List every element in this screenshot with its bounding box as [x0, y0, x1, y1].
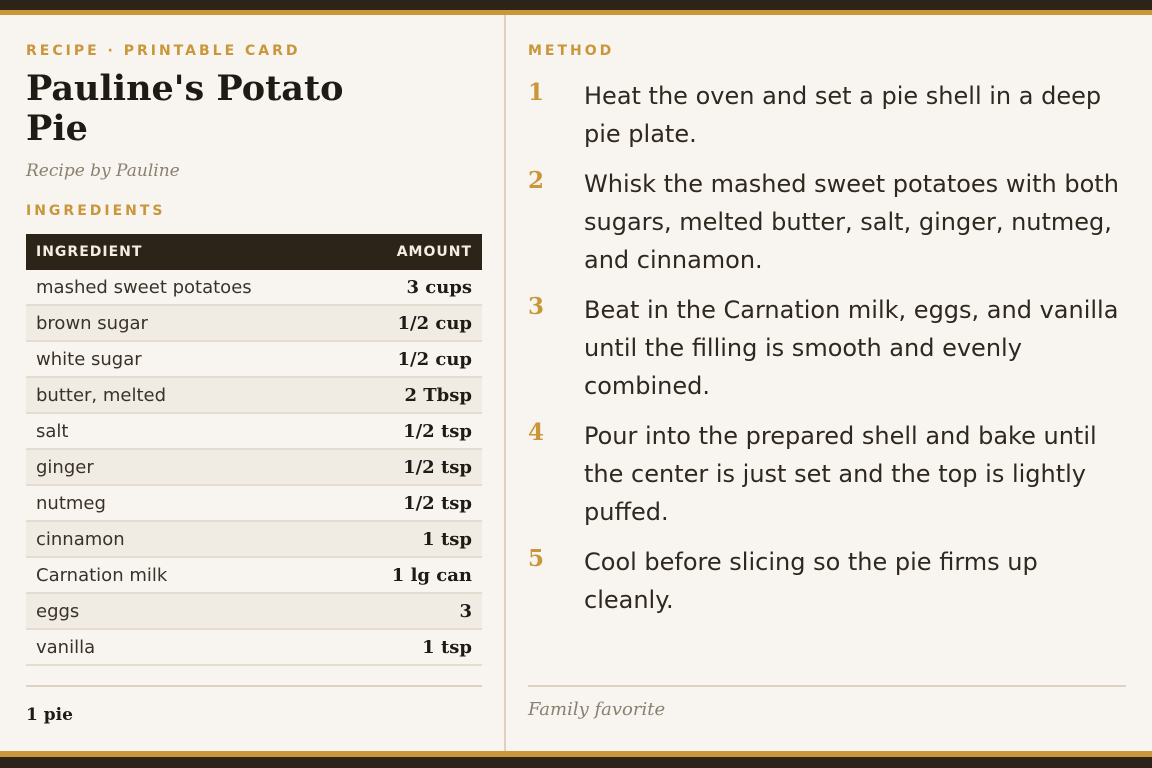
recipe-footnote: Family favorite [528, 699, 666, 720]
ingredient-amount: 1 tsp [346, 629, 482, 665]
ingredients-heading: INGREDIENTS [26, 203, 166, 219]
ingredient-name: butter, melted [26, 377, 346, 413]
ingredient-row [26, 521, 482, 557]
ingredient-amount: 1 tsp [346, 521, 482, 557]
method-step [528, 291, 1126, 405]
ingredient-name: mashed sweet potatoes [26, 270, 346, 305]
step-text: Beat in the Carnation milk, eggs, and vanilla until the filling is smooth and evenly combined. [584, 296, 1119, 400]
ingredient-amount: 3 cups [346, 270, 482, 305]
ingredient-name: brown sugar [26, 305, 346, 341]
method-heading: METHOD [528, 43, 615, 59]
step-text: Pour into the prepared shell and bake until the center is just set and the top is lightly puffed. [584, 422, 1097, 526]
ingredient-row [26, 629, 482, 665]
ingredient-name: ginger [26, 449, 346, 485]
ingredient-amount: 1 lg can [346, 557, 482, 593]
ingredients-header-row [26, 234, 482, 270]
ingredient-amount: 1/2 tsp [346, 449, 482, 485]
ingredient-column-header: INGREDIENT [26, 234, 346, 270]
ingredient-name: salt [26, 413, 346, 449]
ingredient-amount: 1/2 cup [346, 305, 482, 341]
method-steps-list [528, 77, 1126, 631]
ingredient-row [26, 593, 482, 629]
ingredient-amount: 1/2 cup [346, 341, 482, 377]
top-dark-band [0, 0, 1152, 10]
step-number: 5 [528, 545, 545, 572]
ingredient-row [26, 377, 482, 413]
step-number: 2 [528, 167, 545, 194]
ingredient-name: white sugar [26, 341, 346, 377]
method-column [528, 15, 1126, 751]
ingredient-name: Carnation milk [26, 557, 346, 593]
ingredient-amount: 3 [346, 593, 482, 629]
step-text: Whisk the mashed sweet potatoes with both sugars, melted butter, salt, ginger, nutmeg, and cinnamon. [584, 170, 1119, 274]
step-number: 1 [528, 79, 545, 106]
left-footer-rule [26, 685, 482, 687]
method-step [528, 165, 1126, 279]
ingredient-row [26, 557, 482, 593]
ingredient-row [26, 449, 482, 485]
bottom-dark-band [0, 757, 1152, 768]
step-text: Heat the oven and set a pie shell in a deep pie plate. [584, 82, 1102, 148]
step-number: 4 [528, 419, 545, 446]
ingredient-amount: 1/2 tsp [346, 413, 482, 449]
method-step [528, 543, 1126, 619]
column-divider [504, 15, 506, 751]
recipe-title: Pauline's Potato Pie [26, 68, 344, 149]
amount-column-header: AMOUNT [346, 234, 482, 270]
method-step [528, 417, 1126, 531]
ingredient-name: vanilla [26, 629, 346, 665]
ingredient-row [26, 305, 482, 341]
step-text: Cool before slicing so the pie firms up cleanly. [584, 548, 1038, 614]
ingredient-row [26, 413, 482, 449]
recipe-yield: 1 pie [26, 705, 73, 725]
ingredient-amount: 1/2 tsp [346, 485, 482, 521]
ingredient-name: eggs [26, 593, 346, 629]
ingredients-table [26, 234, 482, 666]
method-step [528, 77, 1126, 153]
ingredient-row [26, 341, 482, 377]
step-number: 3 [528, 293, 545, 320]
ingredients-table-body [26, 270, 482, 665]
ingredient-row [26, 270, 482, 305]
ingredient-name: cinnamon [26, 521, 346, 557]
recipe-info-column [26, 15, 482, 751]
ingredient-row [26, 485, 482, 521]
recipe-byline: Recipe by Pauline [26, 161, 180, 181]
card-eyebrow: RECIPE · PRINTABLE CARD [26, 43, 301, 59]
ingredient-amount: 2 Tbsp [346, 377, 482, 413]
right-footer-rule [528, 685, 1126, 687]
ingredient-name: nutmeg [26, 485, 346, 521]
